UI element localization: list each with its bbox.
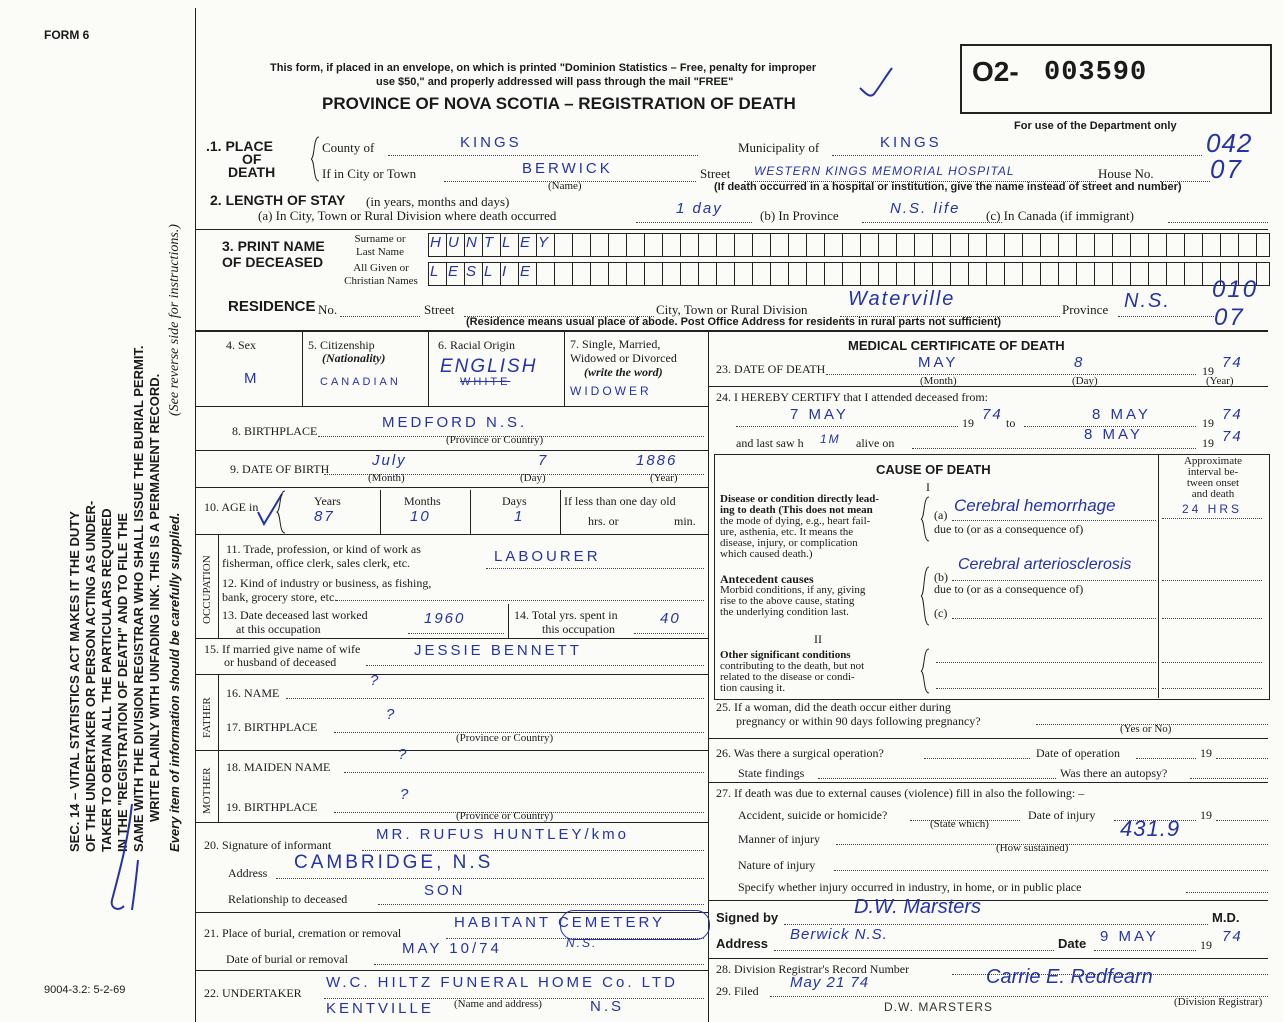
place-code-2: 07 <box>1210 154 1243 184</box>
age-hrs-label: hrs. or <box>588 514 619 528</box>
side-text-8: (See reverse side for instructions.) <box>167 224 182 416</box>
medical-heading: MEDICAL CERTIFICATE OF DEATH <box>848 338 1065 353</box>
total-label-1: 14. Total yrs. spent in <box>514 608 618 622</box>
q26-label: 26. Was there a surgical operation? <box>716 746 884 760</box>
trade-value: LABOURER <box>494 548 601 565</box>
dob-label: 9. DATE OF BIRTH <box>230 462 330 476</box>
mother-bp-caption: (Province or Country) <box>456 810 554 822</box>
due-to-b: due to (or as a consequence of) <box>934 582 1084 596</box>
other-brace-icon <box>920 648 930 694</box>
surname-letter: Y <box>538 234 551 251</box>
q25-label-1: 25. If a woman, did the death occur either during <box>716 700 951 714</box>
spouse-value: JESSIE BENNETT <box>414 642 582 659</box>
surname-letter: E <box>520 234 533 251</box>
undertaker-value: W.C. HILTZ FUNERAL HOME Co. LTD <box>326 974 678 991</box>
q27-how-caption: (How sustained) <box>996 842 1069 854</box>
street-value: WESTERN KINGS MEMORIAL HOSPITAL <box>754 164 1015 178</box>
marital-label <box>570 337 677 379</box>
due-to-a: due to (or as a consequence of) <box>934 522 1084 536</box>
citizenship-label: 5. Citizenship <box>308 338 375 352</box>
check-mark-icon <box>856 64 896 100</box>
name-label-2: OF DECEASED <box>222 254 324 270</box>
dod-label: 23. DATE OF DEATH <box>716 362 826 376</box>
mother-bp-label: 19. BIRTHPLACE <box>226 800 318 814</box>
last-saw-value: 1M <box>820 432 841 446</box>
q27-specify-label: Specify whether injury occurred in industry, in home, or in public place <box>738 880 1082 894</box>
city-value: BERWICK <box>522 160 613 177</box>
alive-label: alive on <box>856 436 895 450</box>
last-worked-label-1: 13. Date deceased last worked <box>222 608 368 622</box>
residence-note: (Residence means usual place of abode. Post Office Address for residents in rural parts not sufficient) <box>466 316 1002 328</box>
dod-year: 74 <box>1222 354 1243 371</box>
filed-label: 29. Filed <box>716 984 759 998</box>
surname-letter: U <box>448 234 461 251</box>
trade-label-2: fisherman, office clerk, sales clerk, etc. <box>222 556 411 570</box>
interval-4: and death <box>1191 488 1235 500</box>
attended-from: 7 MAY <box>790 406 849 423</box>
dob-year: 1886 <box>636 452 678 469</box>
interval-2: interval be- <box>1187 466 1239 478</box>
last-worked-label-2: at this occupation <box>236 622 321 636</box>
burial-date-value: MAY 10/74 <box>402 940 502 957</box>
cause-a-value: Cerebral hemorrhage <box>954 496 1116 515</box>
signature-date-value: 9 MAY <box>1100 928 1159 945</box>
registrar-caption: (Division Registrar) <box>1174 996 1263 1008</box>
undertaker-value-2: KENTVILLE <box>326 1000 434 1017</box>
given-letter: L <box>430 263 441 280</box>
residence-street-label: Street <box>424 302 455 317</box>
surname-letter: T <box>484 234 496 251</box>
direct-label-5: disease, injury, or complication <box>720 537 858 549</box>
certify-label: 24. I HEREBY CERTIFY that I attended deceased from: <box>716 390 988 404</box>
last-saw-label: and last saw h <box>736 436 804 450</box>
sex-value: M <box>244 370 260 387</box>
county-code: 042 <box>1206 128 1253 158</box>
city-label: If in City or Town <box>322 166 417 181</box>
q27-code: 431.9 <box>1120 816 1181 841</box>
surname-label <box>340 233 420 259</box>
surname-letter: H <box>430 234 443 251</box>
registrar-signature: Carrie E. Redfearn <box>986 966 1153 988</box>
cause-b-label: (b) <box>934 570 948 584</box>
informant-value: MR. RUFUS HUNTLEY/kmo <box>376 826 630 843</box>
county-label: County of <box>322 140 375 155</box>
informant-address-label: Address <box>228 866 268 880</box>
form-label: FORM 6 <box>44 28 90 42</box>
dob-cap-month: (Month) <box>368 472 405 484</box>
other-label-4: tion causing it. <box>720 682 786 694</box>
stay-c-label: (c) In Canada (if immigrant) <box>986 208 1134 223</box>
cause-part-2: II <box>814 632 822 646</box>
county-value: KINGS <box>460 134 522 151</box>
ante-label-4: the underlying condition last. <box>720 606 849 618</box>
given-letter: I <box>502 263 509 280</box>
side-text-5: SAME WITH THE DIVISION REGISTRAR WHO SHALL ISSUE THE BURIAL PERMIT. <box>131 345 146 852</box>
other-label-3: related to the disease or condi- <box>720 671 855 683</box>
surname-letter: L <box>502 234 513 251</box>
mother-maiden-value: ? <box>398 746 409 763</box>
undertaker-value-3: N.S <box>590 998 625 1015</box>
direct-cause-label <box>720 494 879 560</box>
side-text-7: Every item of information should be carefully supplied. <box>167 512 182 852</box>
signature-date-label: Date <box>1058 936 1087 951</box>
other-label-1: Other significant conditions <box>720 649 851 661</box>
burial-sub-value: N.S. <box>566 936 598 950</box>
signed-by-value: D.W. Marsters <box>854 896 982 918</box>
signature-address-label: Address <box>716 936 769 951</box>
surname-grid <box>428 233 1270 257</box>
informant-address-value: CAMBRIDGE, N.S <box>294 852 494 873</box>
q27-state-caption: (State which) <box>930 818 989 830</box>
other-label-2: contributing to the death, but not <box>720 660 865 672</box>
residence-province-value: N.S. <box>1124 290 1171 312</box>
q26-findings-label: State findings <box>738 766 805 780</box>
q27-injury-date-label: Date of injury <box>1028 808 1096 822</box>
spouse-label-2: or husband of deceased <box>224 655 337 669</box>
undertaker-caption: (Name and address) <box>454 998 542 1010</box>
side-text-4: IN THE "REGISTRATION OF DEATH" AND TO FILE THE <box>115 512 130 852</box>
postal-notice-2: use $50," and properly addressed will pass through the mail "FREE" <box>376 76 734 88</box>
signed-by-label: Signed by <box>716 910 779 925</box>
ante-label-2: Morbid conditions, if any, giving <box>720 584 866 596</box>
racial-label: 6. Racial Origin <box>438 338 515 352</box>
interval-1: Approximate <box>1183 455 1243 467</box>
given-letter: L <box>484 263 495 280</box>
given-label-1: All Given or <box>353 262 409 274</box>
q27-accident-label: Accident, suicide or homicide? <box>738 808 888 822</box>
house-label: House No. <box>1098 166 1154 181</box>
page-title: PROVINCE OF NOVA SCOTIA – REGISTRATION OF DEATH <box>322 94 796 113</box>
q27-nature-label: Nature of injury <box>738 858 816 872</box>
residence-province-label: Province <box>1062 302 1109 317</box>
q27-year-prefix: 19 <box>1200 808 1212 822</box>
surname-letter: N <box>466 234 479 251</box>
given-label <box>336 262 426 288</box>
surname-label-2: Last Name <box>356 246 404 258</box>
age-less-label: If less than one day old <box>564 494 676 508</box>
total-value: 40 <box>660 610 681 627</box>
q27-label: 27. If death was due to external causes (violence) fill in also the following: – <box>716 786 1085 800</box>
citizenship-sub: (Nationality) <box>322 351 386 365</box>
side-text-2: OF THE UNDERTAKER OR PERSON ACTING AS UNDER- <box>83 500 98 852</box>
citizenship-value: CANADIAN <box>320 376 401 388</box>
birthplace-value: MEDFORD N.S. <box>382 414 528 431</box>
total-label-2: this occupation <box>542 622 615 636</box>
stay-a-value: 1 day <box>676 200 723 217</box>
given-label-2: Christian Names <box>344 275 418 287</box>
municipality-label: Municipality of <box>738 140 820 155</box>
industry-label-1: 12. Kind of industry or business, as fishing, <box>222 576 432 590</box>
dob-day: 7 <box>538 452 549 469</box>
marital-label-2: Widowed or Divorced <box>570 351 677 365</box>
father-name-label: 16. NAME <box>226 686 280 700</box>
to-label: to <box>1006 416 1016 430</box>
surname-label-1: Surname or <box>354 233 406 245</box>
attended-to: 8 MAY <box>1092 406 1151 423</box>
q26-date-label: Date of operation <box>1036 746 1120 760</box>
place-label-b: OF <box>242 151 262 167</box>
antecedent-label <box>720 574 865 618</box>
marital-value: WIDOWER <box>570 384 652 398</box>
informant-label: 20. Signature of informant <box>204 838 332 852</box>
filed-value: May 21 74 <box>790 974 870 991</box>
place-label-c: DEATH <box>228 164 276 180</box>
signature-address-value: Berwick N.S. <box>790 926 888 943</box>
postal-notice-1: This form, if placed in an envelope, on which is printed "Dominion Statistics – Free, penalty for improper <box>270 62 817 74</box>
q26-year-prefix: 19 <box>1200 746 1212 760</box>
sex-label: 4. Sex <box>226 338 256 352</box>
signature-year-prefix: 19 <box>1200 938 1212 952</box>
undertaker-label: 22. UNDERTAKER <box>204 986 302 1000</box>
dod-year-prefix: 19 <box>1202 364 1214 378</box>
direct-label-1: Disease or condition directly lead- <box>720 493 880 505</box>
trade-label-1: 11. Trade, profession, or kind of work as <box>226 542 421 556</box>
marsters-stamp: D.W. MARSTERS <box>884 1000 994 1014</box>
reg-number: 003590 <box>1044 58 1148 88</box>
given-letter: S <box>466 263 479 280</box>
q25-caption: (Yes or No) <box>1120 723 1172 735</box>
industry-label-2: bank, grocery store, etc. <box>222 590 338 604</box>
name-caption: (Name) <box>548 180 582 192</box>
margin-scribble-icon <box>98 800 158 920</box>
age-days-label: Days <box>502 494 527 508</box>
father-bp-label: 17. BIRTHPLACE <box>226 720 318 734</box>
form-code: 9004-3.2: 5-2-69 <box>44 984 126 996</box>
last-worked-value: 1960 <box>424 610 466 627</box>
dod-cap-month: (Month) <box>920 375 957 387</box>
direct-label-2: ing to death (This does not mean <box>720 504 873 516</box>
age-label: 10. AGE in <box>204 500 259 514</box>
given-grid <box>428 262 1270 286</box>
direct-label-6: which caused death.) <box>720 548 813 560</box>
racial-struck: WHITE <box>460 376 511 388</box>
side-text-1: SEC. 14 – VITAL STATISTICS ACT MAKES IT THE DUTY <box>67 511 82 852</box>
direct-label-4: ure, asthenia, etc. It means the <box>720 526 854 538</box>
registrar-record-label: 28. Division Registrar's Record Number <box>716 962 910 976</box>
to-year-prefix: 19 <box>1202 416 1214 430</box>
municipality-value: KINGS <box>880 134 942 151</box>
burial-date-label: Date of burial or removal <box>226 952 348 966</box>
birthplace-label: 8. BIRTHPLACE <box>232 424 318 438</box>
dob-cap-day: (Day) <box>520 472 546 484</box>
dob-cap-year: (Year) <box>650 472 678 484</box>
brace-icon <box>310 136 320 182</box>
alive-year-prefix: 19 <box>1202 436 1214 450</box>
cause-brace-icon <box>920 496 930 542</box>
to-year: 74 <box>1222 406 1243 423</box>
residence-city-value: Waterville <box>848 288 956 310</box>
stay-b-value: N.S. life <box>890 200 961 217</box>
residence-city-label: City, Town or Rural Division <box>656 302 808 317</box>
father-name-value: ? <box>370 672 381 689</box>
place-label-a: .1. PLACE <box>206 138 273 154</box>
from-year: 74 <box>982 406 1003 423</box>
residence-code-2: 07 <box>1214 304 1245 331</box>
occupation-side-label: OCCUPATION <box>201 555 213 624</box>
marital-label-3: (write the word) <box>584 365 663 379</box>
age-brace-icon <box>276 490 286 534</box>
alive-year: 74 <box>1222 428 1243 445</box>
stay-label: 2. LENGTH OF STAY <box>210 192 346 208</box>
ante-label-3: rise to the above cause, stating <box>720 595 855 607</box>
stay-a-label: (a) In City, Town or Rural Division where death occurred <box>258 208 557 223</box>
cause-part-1: I <box>926 480 930 494</box>
direct-label-3: the mode of dying, e.g., heart fail- <box>720 515 871 527</box>
name-label-1: 3. PRINT NAME <box>222 238 325 254</box>
relationship-value: SON <box>424 882 466 899</box>
hospital-note: (If death occurred in a hospital or institution, give the name instead of street and number) <box>714 181 1182 193</box>
dod-cap-day: (Day) <box>1072 375 1098 387</box>
mother-bp-value: ? <box>400 786 411 803</box>
reg-prefix: O2- <box>972 56 1019 87</box>
interval-3: tween onset <box>1186 477 1240 489</box>
age-months-value: 10 <box>410 508 431 525</box>
alive-value: 8 MAY <box>1084 426 1143 443</box>
street-label: Street <box>700 166 731 181</box>
age-min-label: min. <box>674 514 696 528</box>
cause-c-label: (c) <box>934 606 948 620</box>
age-years-value: 87 <box>314 508 335 525</box>
ante-label-1: Antecedent causes <box>720 572 814 586</box>
residence-no-label: No. <box>318 302 338 317</box>
dod-cap-year: (Year) <box>1206 375 1234 387</box>
mother-side-label: MOTHER <box>201 767 213 814</box>
q26-autopsy-label: Was there an autopsy? <box>1060 766 1168 780</box>
given-letter: E <box>520 263 533 280</box>
q27-manner-label: Manner of injury <box>738 832 820 846</box>
cause-heading: CAUSE OF DEATH <box>876 462 991 477</box>
given-letter: E <box>448 263 461 280</box>
antecedent-brace-icon <box>920 566 930 626</box>
from-year-prefix: 19 <box>962 416 974 430</box>
mother-maiden-label: 18. MAIDEN NAME <box>226 760 331 774</box>
spouse-label-1: 15. If married give name of wife <box>204 642 361 656</box>
burial-value: HABITANT CEMETERY <box>454 914 666 931</box>
stay-label-note: (in years, months and days) <box>366 194 510 209</box>
cause-a-label: (a) <box>934 508 948 522</box>
father-bp-caption: (Province or Country) <box>456 732 554 744</box>
residence-code-1: 010 <box>1212 276 1259 303</box>
side-text-6: WRITE PLAINLY WITH UNFADING INK. THIS IS A PERMANENT RECORD. <box>147 373 162 822</box>
father-bp-value: ? <box>386 706 397 723</box>
stay-b-label: (b) In Province <box>760 208 839 223</box>
dob-month: July <box>372 452 407 469</box>
birthplace-caption: (Province or Country) <box>446 434 544 446</box>
father-side-label: FATHER <box>201 697 213 738</box>
cause-a-interval: 24 HRS <box>1182 502 1243 516</box>
age-days-value: 1 <box>514 508 525 525</box>
age-months-label: Months <box>404 494 441 508</box>
racial-value: ENGLISH <box>440 356 538 377</box>
age-years-label: Years <box>314 494 341 508</box>
q25-label-2: pregnancy or within 90 days following pregnancy? <box>736 714 981 728</box>
marital-label-1: 7. Single, Married, <box>570 337 661 351</box>
md-label: M.D. <box>1212 910 1240 925</box>
interval-heading <box>1160 456 1266 500</box>
burial-label: 21. Place of burial, cremation or removal <box>204 926 402 940</box>
dept-use-label: For use of the Department only <box>1014 120 1177 132</box>
dod-month: MAY <box>918 354 959 371</box>
side-text-3: TAKER TO OBTAIN ALL THE PARTICULARS REQUIRED <box>99 508 114 852</box>
dod-day: 8 <box>1074 354 1085 371</box>
cause-b-value: Cerebral arteriosclerosis <box>958 556 1132 573</box>
signature-year: 74 <box>1222 928 1243 945</box>
residence-label: RESIDENCE <box>228 298 316 315</box>
relationship-label: Relationship to deceased <box>228 892 348 906</box>
other-conditions-label <box>720 650 864 694</box>
